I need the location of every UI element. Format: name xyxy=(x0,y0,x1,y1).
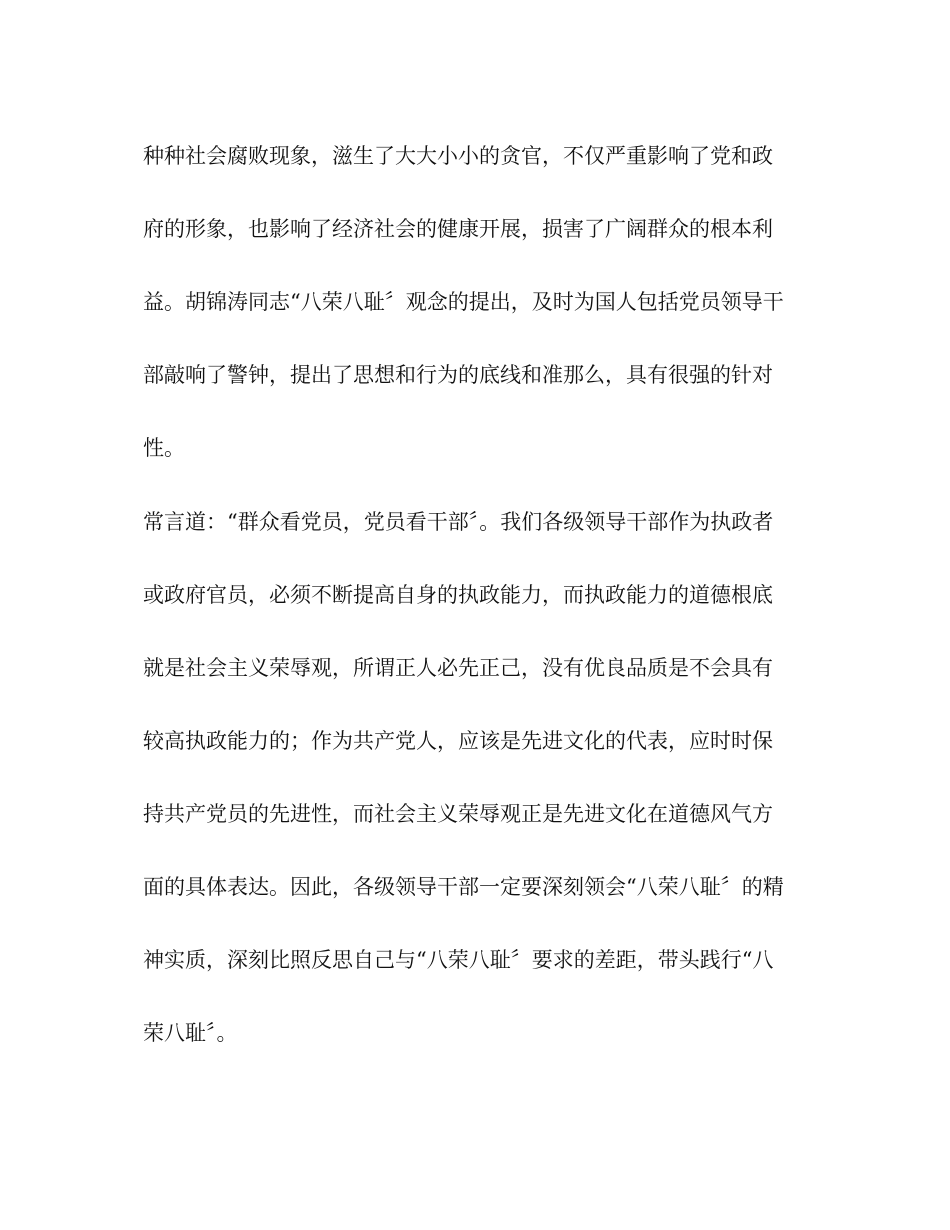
text-line: 或政府官员，必须不断提高自身的执政能力，而执政能力的道德根底 xyxy=(143,583,773,607)
paragraph-1 xyxy=(143,141,823,506)
text-line: 常言道：“群众看党员，党员看干部〞。我们各级领导干部作为执政者 xyxy=(143,510,774,534)
text-line: 种种社会腐败现象，滋生了大大小小的贪官，不仅严重影响了党和政 xyxy=(143,144,773,168)
text-line: 部敲响了警钟，提出了思想和行为的底线和准那么，具有很强的针对 xyxy=(143,363,773,387)
text-line: 面的具体表达。因此，各级领导干部一定要深刻领会“八荣八耻〞的精 xyxy=(143,875,784,899)
text-line: 荣八耻〞。 xyxy=(143,1021,238,1045)
text-line: 益。胡锦涛同志“八荣八耻〞观念的提出，及时为国人包括党员领导干 xyxy=(143,290,784,314)
text-line: 神实质，深刻比照反思自己与“八荣八耻〞要求的差距，带头践行“八 xyxy=(143,948,774,972)
text-line: 就是社会主义荣辱观，所谓正人必先正己，没有优良品质是不会具有 xyxy=(143,656,773,680)
text-line: 较高执政能力的；作为共产党人，应该是先进文化的代表，应时时保 xyxy=(143,729,773,753)
text-line: 性。 xyxy=(143,436,185,460)
paragraph-2 xyxy=(143,507,823,1091)
text-line: 持共产党员的先进性，而社会主义荣辱观正是先进文化在道德风气方 xyxy=(143,802,773,826)
text-line: 府的形象，也影响了经济社会的健康开展，损害了广阔群众的根本利 xyxy=(143,217,773,241)
